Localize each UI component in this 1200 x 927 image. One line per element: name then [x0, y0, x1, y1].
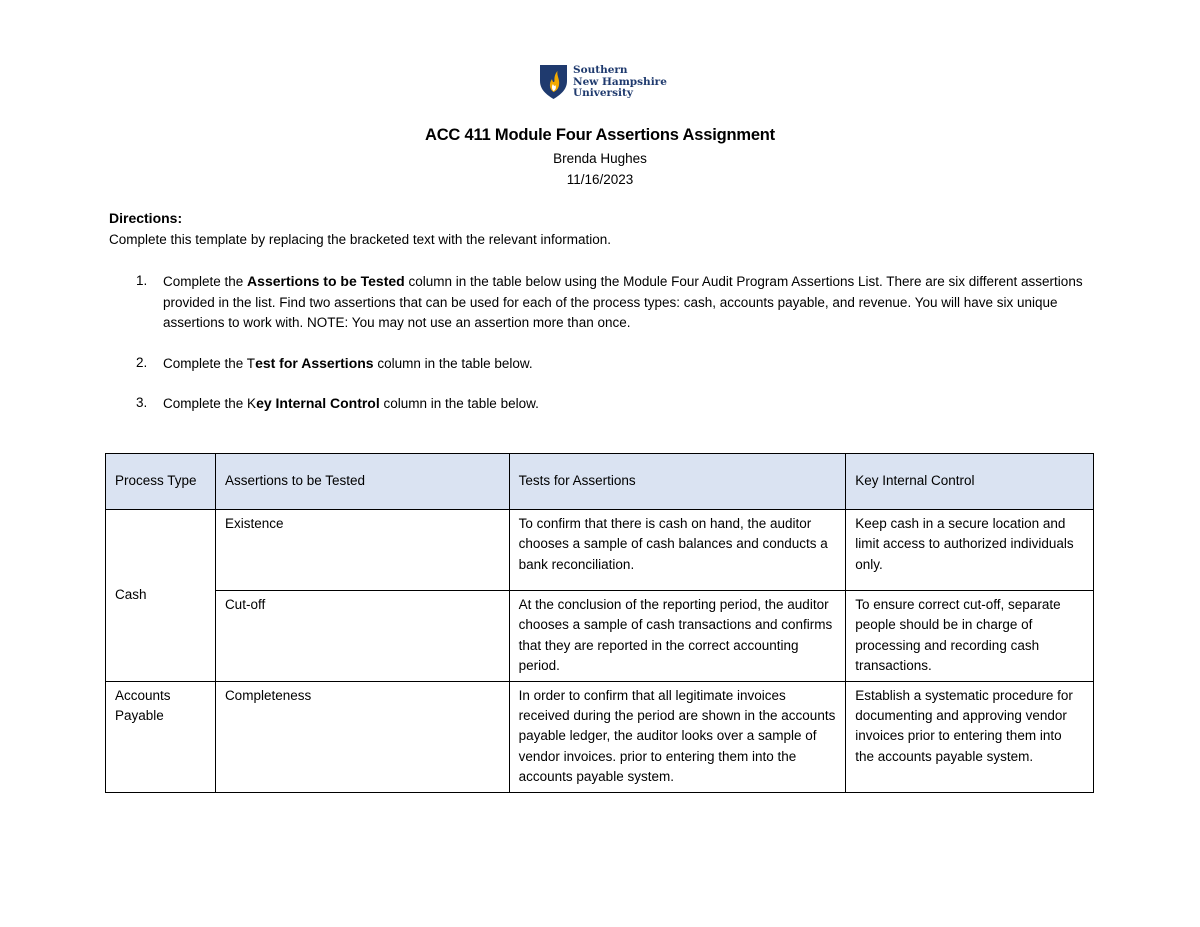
logo-line-2: New Hampshire [573, 75, 667, 88]
cell-assertion: Existence [215, 510, 509, 591]
step-text-pre: Complete the [163, 274, 248, 289]
step-1 [136, 271, 1096, 334]
document-date: 11/16/2023 [566, 172, 634, 187]
logo-line-1: Southern [573, 64, 628, 76]
cell-process-type: Cash [106, 510, 216, 682]
step-3 [136, 393, 1096, 415]
shield-flame-icon [539, 64, 568, 100]
university-logo [539, 64, 667, 100]
directions-steps [136, 271, 1096, 434]
cell-test: To confirm that there is cash on hand, the auditor chooses a sample of cash balances and conducts a bank reconciliation. [509, 510, 846, 591]
step-number: 2. [136, 354, 148, 370]
logo-line-3: University [573, 87, 633, 100]
table-row [106, 510, 1094, 591]
cell-process-type: Accounts Payable [106, 681, 216, 792]
step-text-bold: Assertions to be Tested [247, 273, 405, 289]
step-text-pre: Complete the T [163, 355, 256, 371]
step-text-post: column in the table below. [379, 396, 539, 411]
step-number: 3. [136, 395, 148, 410]
table-row [106, 591, 1094, 682]
step-text-post: column in the table below. [373, 355, 533, 371]
author-name: Brenda Hughes [553, 151, 647, 166]
step-text-post: column in the table below using the Module Four Audit Program Assertions List. There are six different assertions provided in the list. Find two assertions that can be used for each of the process types: cash, accounts payable, and revenue. You will have six unique assertions to work with. NOTE: You may not use an assertion more than once. [163, 274, 1083, 330]
directions-intro: Complete this template by replacing the bracketed text with the relevant information. [109, 232, 612, 247]
cell-test: At the conclusion of the reporting period, the auditor chooses a sample of cash transactions and confirms that they are reported in the correct accounting period. [509, 591, 846, 682]
table-row [106, 681, 1094, 792]
cell-test: In order to confirm that all legitimate invoices received during the period are shown in the accounts payable ledger, the auditor looks over a sample of vendor invoices. prior to entering them into the accounts payable system. [509, 681, 846, 792]
logo-wordmark [573, 65, 667, 100]
cell-assertion: Cut-off [215, 591, 509, 682]
document-title: ACC 411 Module Four Assertions Assignment [425, 126, 775, 144]
header-key-control: Key Internal Control [846, 454, 1094, 510]
directions-heading: Directions: [109, 210, 183, 226]
cell-control: Establish a systematic procedure for documenting and approving vendor invoices prior to entering them into the accounts payable system. [846, 681, 1094, 792]
assertions-table [105, 453, 1094, 793]
cell-assertion: Completeness [215, 681, 509, 792]
step-text-pre: Complete the K [163, 396, 257, 411]
table-header-row [106, 454, 1094, 510]
cell-control: To ensure correct cut-off, separate people should be in charge of processing and recording cash transactions. [846, 591, 1094, 682]
header-assertions: Assertions to be Tested [215, 454, 509, 510]
step-text-bold: ey Internal Control [256, 395, 380, 411]
cell-control: Keep cash in a secure location and limit access to authorized individuals only. [846, 510, 1094, 591]
header-tests: Tests for Assertions [509, 454, 846, 510]
step-number: 1. [136, 273, 148, 288]
header-process-type: Process Type [106, 454, 216, 510]
step-2 [136, 353, 1096, 375]
step-text-bold: est for Assertions [255, 354, 374, 371]
